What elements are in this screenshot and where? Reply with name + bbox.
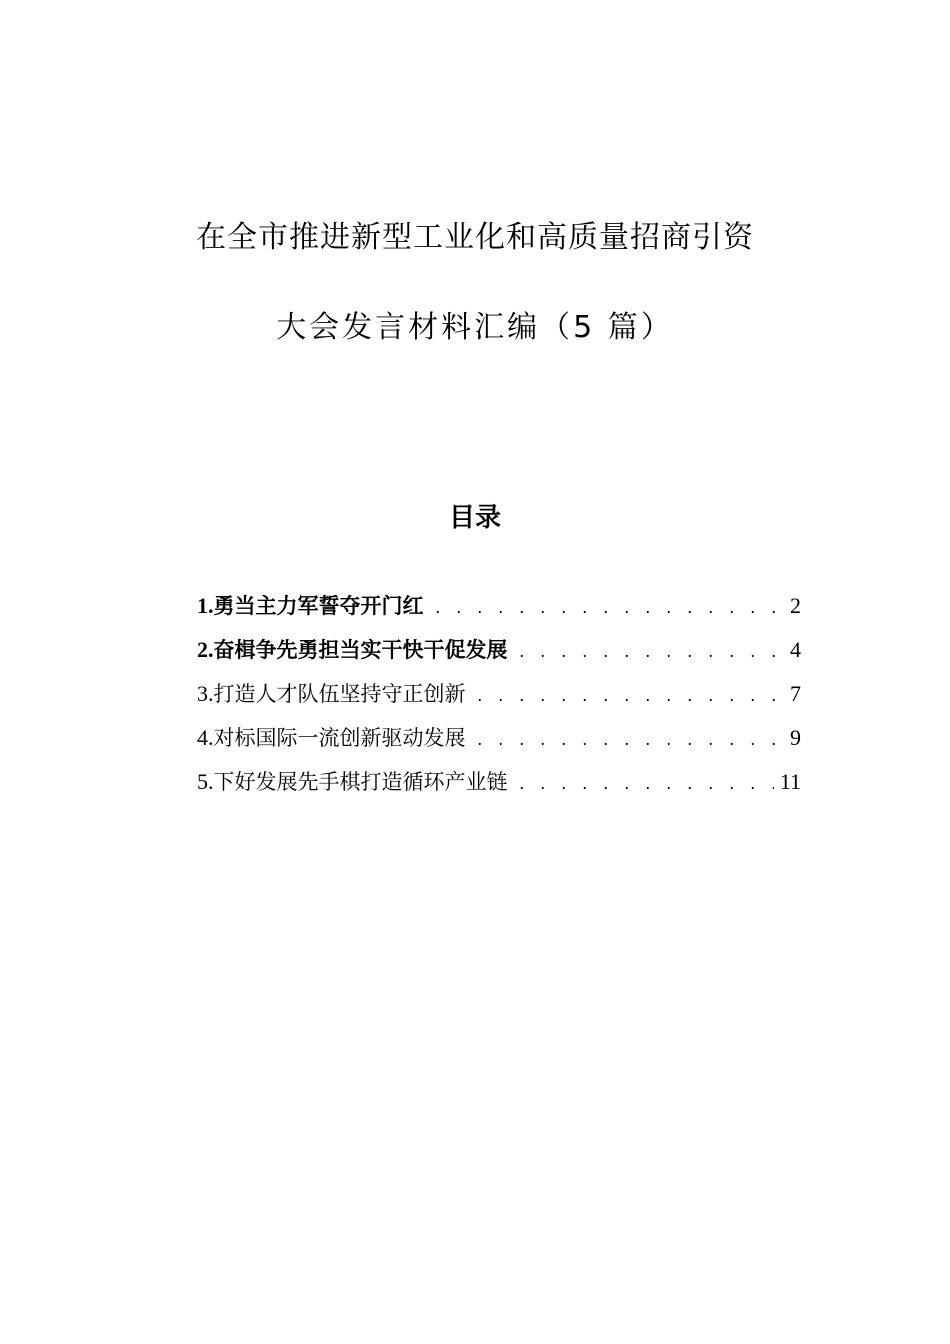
toc-entry-1[interactable] [197,588,801,632]
toc-entry-number: 5. [197,769,214,794]
toc-entry-3[interactable] [197,676,801,720]
toc-entry-number: 4. [197,725,214,750]
table-of-contents [197,588,801,808]
toc-entry-title: 打造人才队伍坚持守正创新 [213,682,466,706]
toc-entry-2[interactable] [197,632,801,676]
toc-entry-page: 9 [790,725,801,750]
toc-entry-page: 11 [779,769,801,794]
document-title-line-1: 在全市推进新型工业化和高质量招商引资 [196,220,754,255]
toc-entry-number: 1. [197,593,214,618]
dot-leader [478,721,784,757]
toc-entry-page: 4 [790,637,801,662]
toc-entry-4[interactable] [197,720,801,764]
toc-entry-number: 3. [197,681,214,706]
toc-entry-title: 对标国际一流创新驱动发展 [213,726,466,750]
toc-entry-title: 下好发展先手棋打造循环产业链 [213,770,508,794]
toc-heading: 目录 [448,503,501,533]
toc-entry-number: 2. [197,637,214,662]
toc-entry-5[interactable] [197,764,801,808]
dot-leader [436,589,784,625]
toc-entry-title: 勇当主力军誓夺开门红 [213,594,424,618]
toc-entry-title: 奋楫争先勇担当实干快干促发展 [213,638,508,662]
dot-leader [520,633,784,669]
dot-leader [520,765,774,801]
toc-entry-page: 7 [790,681,801,706]
toc-entry-page: 2 [790,593,801,618]
document-title-line-2: 大会发言材料汇编（5 篇） [276,310,674,345]
dot-leader [478,677,784,713]
